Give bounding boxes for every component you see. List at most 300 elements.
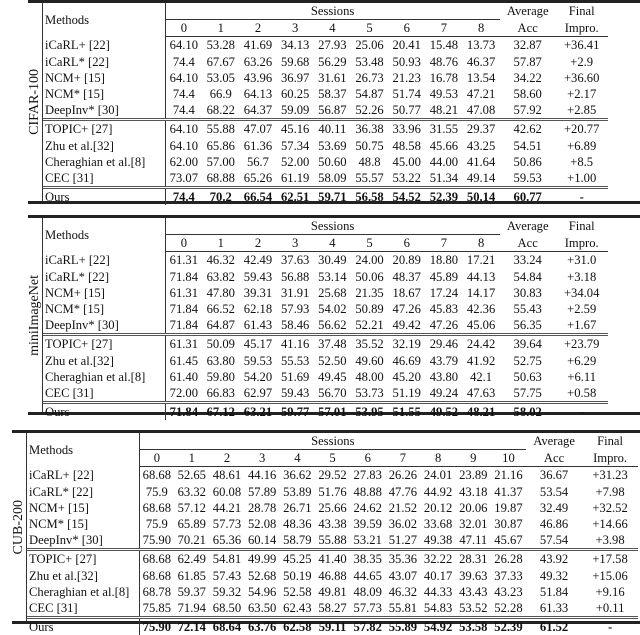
average-accuracy: 34.22 bbox=[513, 70, 542, 85]
final-improvement: +3.98 bbox=[595, 533, 625, 548]
session-accuracy: 47.11 bbox=[459, 533, 488, 548]
session-accuracy: 21.35 bbox=[355, 285, 384, 300]
session-accuracy: 43.18 bbox=[459, 484, 488, 499]
average-accuracy: 30.83 bbox=[513, 285, 542, 300]
final-subheader: Impro. bbox=[556, 20, 608, 37]
session-accuracy: 56.62 bbox=[318, 318, 347, 333]
session-accuracy: 45.00 bbox=[392, 154, 421, 169]
dataset-label bbox=[12, 433, 27, 621]
method-name: Ours bbox=[43, 403, 165, 421]
session-number: 2 bbox=[209, 450, 244, 467]
session-accuracy: 43.96 bbox=[243, 70, 273, 85]
table-row bbox=[43, 154, 608, 170]
session-number: 5 bbox=[351, 235, 388, 252]
dataset-label bbox=[28, 3, 43, 201]
session-accuracy: 48.37 bbox=[392, 269, 421, 284]
session-accuracy: 18.80 bbox=[429, 253, 459, 268]
method-name: iCaRL+ [22] bbox=[27, 467, 139, 484]
method-name: iCaRL+ [22] bbox=[43, 252, 165, 269]
session-accuracy: 61.31 bbox=[169, 285, 199, 300]
session-accuracy: 48.00 bbox=[355, 369, 384, 384]
average-accuracy: 61.33 bbox=[539, 600, 569, 615]
session-accuracy: 28.31 bbox=[456, 550, 491, 568]
methods-header: Methods bbox=[43, 3, 165, 37]
session-accuracy: 58.46 bbox=[280, 318, 310, 333]
average-accuracy: 57.87 bbox=[513, 54, 542, 69]
session-accuracy: 55.88 bbox=[202, 120, 239, 138]
method-name: DeepInv* [30] bbox=[27, 532, 139, 550]
session-number: 1 bbox=[202, 235, 239, 252]
session-accuracy: 43.79 bbox=[429, 353, 459, 368]
session-accuracy: 36.02 bbox=[388, 517, 418, 532]
session-accuracy: 74.4 bbox=[172, 87, 195, 102]
session-accuracy: 52.58 bbox=[283, 584, 312, 599]
session-accuracy: 45.06 bbox=[466, 318, 496, 333]
session-accuracy: 35.36 bbox=[385, 550, 420, 568]
average-accuracy: 58.60 bbox=[513, 87, 542, 102]
session-accuracy: 45.89 bbox=[429, 269, 459, 284]
session-accuracy: 61.36 bbox=[243, 138, 273, 153]
session-accuracy: 54.96 bbox=[247, 584, 277, 599]
method-name: iCaRL* [22] bbox=[43, 54, 165, 70]
session-accuracy: 53.69 bbox=[318, 138, 347, 153]
final-improvement: +17.58 bbox=[582, 550, 638, 568]
session-accuracy: 62.97 bbox=[243, 385, 273, 400]
final-improvement: +2.59 bbox=[567, 302, 597, 317]
session-accuracy: 51.74 bbox=[392, 87, 421, 102]
average-accuracy: 42.62 bbox=[500, 120, 556, 138]
session-accuracy: 51.27 bbox=[388, 533, 418, 548]
final-header: Final bbox=[568, 4, 595, 19]
dataset-name: CIFAR-100 bbox=[27, 69, 42, 135]
session-accuracy: 31.91 bbox=[280, 285, 310, 300]
session-accuracy: 26.71 bbox=[283, 500, 312, 515]
average-accuracy: 33.24 bbox=[513, 253, 542, 268]
dataset-name: CUB-200 bbox=[11, 499, 26, 555]
session-accuracy: 64.10 bbox=[169, 138, 199, 153]
session-accuracy: 75.9 bbox=[145, 484, 168, 499]
session-accuracy: 64.10 bbox=[169, 38, 199, 53]
session-accuracy: 24.00 bbox=[355, 253, 384, 268]
session-accuracy: 62.00 bbox=[169, 154, 199, 169]
session-accuracy: 57.43 bbox=[212, 568, 242, 583]
session-accuracy: 54.87 bbox=[355, 87, 384, 102]
session-accuracy: 67.12 bbox=[202, 403, 239, 421]
session-accuracy: 44.65 bbox=[353, 568, 382, 583]
session-accuracy: 48.61 bbox=[212, 468, 242, 483]
session-accuracy: 53.22 bbox=[392, 170, 421, 185]
session-accuracy: 13.73 bbox=[466, 38, 496, 53]
results-table bbox=[43, 3, 608, 205]
table-row bbox=[43, 269, 608, 285]
method-name: iCaRL* [22] bbox=[27, 484, 139, 500]
session-accuracy: 68.22 bbox=[206, 103, 235, 118]
session-accuracy: 14.17 bbox=[466, 285, 496, 300]
session-accuracy: 74.4 bbox=[165, 188, 202, 206]
session-accuracy: 50.77 bbox=[392, 103, 421, 118]
method-name: Cheraghian et al.[8] bbox=[43, 154, 165, 170]
session-accuracy: 17.24 bbox=[429, 285, 459, 300]
final-improvement: +15.06 bbox=[592, 568, 628, 583]
ours-row bbox=[43, 188, 608, 206]
session-accuracy: 62.49 bbox=[174, 550, 209, 568]
session-accuracy: 24.42 bbox=[463, 335, 500, 353]
average-accuracy: 57.92 bbox=[513, 103, 542, 118]
session-accuracy: 17.21 bbox=[466, 253, 496, 268]
session-accuracy: 32.22 bbox=[421, 550, 456, 568]
session-accuracy: 49.99 bbox=[245, 550, 280, 568]
session-accuracy: 57.73 bbox=[353, 600, 382, 615]
cub200-results-table bbox=[11, 430, 640, 635]
session-accuracy: 53.28 bbox=[206, 38, 235, 53]
average-header: Average bbox=[506, 4, 549, 19]
session-accuracy: 58.37 bbox=[318, 87, 347, 102]
session-accuracy: 48.09 bbox=[353, 584, 382, 599]
session-accuracy: 41.16 bbox=[277, 335, 314, 353]
average-header: Average bbox=[533, 434, 575, 449]
session-accuracy: 15.48 bbox=[429, 38, 459, 53]
session-accuracy: 59.71 bbox=[314, 188, 351, 206]
method-name: DeepInv* [30] bbox=[43, 317, 165, 335]
session-accuracy: 33.68 bbox=[423, 517, 453, 532]
miniimagenet-results-table bbox=[27, 215, 640, 420]
session-accuracy: 68.88 bbox=[206, 170, 235, 185]
average-subheader: Acc bbox=[500, 235, 556, 252]
session-accuracy: 20.06 bbox=[459, 500, 488, 515]
final-improvement: +7.98 bbox=[595, 484, 625, 499]
final-improvement: +6.89 bbox=[567, 138, 597, 153]
average-accuracy: 53.54 bbox=[539, 484, 569, 499]
session-accuracy: 52.39 bbox=[425, 188, 462, 206]
session-number: 9 bbox=[456, 450, 491, 467]
session-accuracy: 72.00 bbox=[169, 385, 199, 400]
session-accuracy: 33.96 bbox=[388, 120, 425, 138]
session-accuracy: 59.80 bbox=[206, 369, 235, 384]
method-name: NCM* [15] bbox=[43, 86, 165, 102]
session-accuracy: 64.10 bbox=[169, 70, 199, 85]
session-accuracy: 39.31 bbox=[243, 285, 273, 300]
session-accuracy: 59.53 bbox=[243, 353, 273, 368]
final-header: Final bbox=[597, 434, 623, 449]
average-accuracy: 32.49 bbox=[539, 500, 569, 515]
method-name: Zhu et al.[32] bbox=[43, 138, 165, 154]
session-accuracy: 18.67 bbox=[392, 285, 421, 300]
session-accuracy: 68.68 bbox=[139, 550, 174, 568]
results-table bbox=[43, 218, 608, 420]
session-accuracy: 51.69 bbox=[280, 369, 310, 384]
final-improvement: +32.52 bbox=[592, 500, 628, 515]
session-accuracy: 66.9 bbox=[209, 87, 232, 102]
session-accuracy: 47.76 bbox=[388, 484, 418, 499]
session-number: 7 bbox=[425, 20, 462, 37]
session-accuracy: 47.07 bbox=[239, 120, 276, 138]
sessions-header: Sessions bbox=[165, 218, 500, 235]
final-improvement: +1.67 bbox=[567, 318, 597, 333]
table-row bbox=[43, 317, 608, 335]
session-accuracy: 47.21 bbox=[466, 87, 496, 102]
session-number: 2 bbox=[239, 20, 276, 37]
session-accuracy: 16.78 bbox=[429, 70, 459, 85]
session-accuracy: 68.64 bbox=[209, 618, 244, 635]
average-accuracy: 36.67 bbox=[539, 468, 569, 483]
session-number: 2 bbox=[239, 235, 276, 252]
session-accuracy: 51.19 bbox=[392, 385, 421, 400]
table-row bbox=[27, 484, 638, 500]
session-accuracy: 39.63 bbox=[459, 568, 488, 583]
session-accuracy: 27.83 bbox=[353, 468, 382, 483]
session-accuracy: 68.50 bbox=[212, 600, 242, 615]
table-row bbox=[43, 301, 608, 317]
session-accuracy: 54.20 bbox=[243, 369, 273, 384]
session-accuracy: 55.57 bbox=[355, 170, 384, 185]
table-row bbox=[43, 54, 608, 70]
session-accuracy: 52.26 bbox=[355, 103, 384, 118]
method-name: DeepInv* [30] bbox=[43, 102, 165, 120]
method-name: Cheraghian et al.[8] bbox=[27, 584, 139, 600]
session-accuracy: 63.26 bbox=[243, 54, 273, 69]
session-accuracy: 66.83 bbox=[206, 385, 235, 400]
session-accuracy: 52.21 bbox=[355, 318, 384, 333]
session-accuracy: 53.73 bbox=[355, 385, 384, 400]
session-accuracy: 43.25 bbox=[466, 138, 496, 153]
table-row bbox=[43, 37, 608, 54]
table-row bbox=[27, 516, 638, 532]
session-accuracy: 52.08 bbox=[247, 517, 277, 532]
session-accuracy: 63.76 bbox=[245, 618, 280, 635]
session-accuracy: 32.19 bbox=[388, 335, 425, 353]
session-accuracy: 52.50 bbox=[318, 353, 347, 368]
method-name: TOPIC+ [27] bbox=[43, 120, 165, 138]
session-accuracy: 42.1 bbox=[470, 369, 493, 384]
session-accuracy: 74.4 bbox=[172, 103, 195, 118]
session-accuracy: 48.8 bbox=[358, 154, 381, 169]
session-accuracy: 31.55 bbox=[425, 120, 462, 138]
header-row bbox=[27, 433, 638, 450]
session-number: 8 bbox=[463, 235, 500, 252]
session-accuracy: 65.86 bbox=[206, 138, 235, 153]
session-accuracy: 75.90 bbox=[139, 618, 174, 635]
session-accuracy: 54.02 bbox=[318, 302, 347, 317]
session-accuracy: 40.11 bbox=[314, 120, 351, 138]
final-subheader: Impro. bbox=[582, 450, 638, 467]
session-accuracy: 20.89 bbox=[392, 253, 421, 268]
session-accuracy: 29.52 bbox=[318, 468, 347, 483]
session-accuracy: 47.26 bbox=[392, 302, 421, 317]
final-improvement: +3.18 bbox=[567, 269, 597, 284]
session-accuracy: 50.19 bbox=[283, 568, 312, 583]
session-accuracy: 43.80 bbox=[429, 369, 459, 384]
session-accuracy: 45.25 bbox=[280, 550, 315, 568]
session-accuracy: 56.70 bbox=[318, 385, 347, 400]
average-accuracy: 43.92 bbox=[526, 550, 582, 568]
session-accuracy: 62.18 bbox=[243, 302, 273, 317]
session-accuracy: 55.81 bbox=[388, 600, 418, 615]
session-number: 5 bbox=[315, 450, 350, 467]
final-header: Final bbox=[568, 219, 595, 234]
session-accuracy: 46.37 bbox=[466, 54, 496, 69]
method-name: CEC [31] bbox=[27, 600, 139, 618]
session-accuracy: 44.16 bbox=[247, 468, 277, 483]
session-accuracy: 38.35 bbox=[350, 550, 385, 568]
session-accuracy: 21.52 bbox=[388, 500, 418, 515]
table-row bbox=[43, 369, 608, 385]
final-improvement: - bbox=[582, 618, 638, 635]
average-header: Average bbox=[506, 219, 549, 234]
table-row bbox=[43, 353, 608, 369]
session-accuracy: 20.12 bbox=[423, 500, 453, 515]
session-number: 7 bbox=[425, 235, 462, 252]
session-accuracy: 45.66 bbox=[429, 138, 459, 153]
session-accuracy: 65.36 bbox=[212, 533, 242, 548]
session-accuracy: 52.68 bbox=[247, 568, 277, 583]
session-accuracy: 57.93 bbox=[280, 302, 310, 317]
session-accuracy: 59.11 bbox=[315, 618, 350, 635]
session-accuracy: 46.32 bbox=[206, 253, 235, 268]
session-accuracy: 57.00 bbox=[206, 154, 235, 169]
dataset-label bbox=[28, 218, 43, 412]
session-accuracy: 48.21 bbox=[429, 103, 459, 118]
session-accuracy: 30.87 bbox=[494, 517, 523, 532]
average-accuracy: 52.75 bbox=[513, 353, 542, 368]
final-improvement: +2.85 bbox=[567, 103, 597, 118]
session-accuracy: 68.68 bbox=[142, 500, 172, 515]
results-table bbox=[27, 433, 638, 635]
cifar100-results-table bbox=[28, 0, 640, 204]
method-name: NCM* [15] bbox=[43, 301, 165, 317]
session-accuracy: 62.51 bbox=[277, 188, 314, 206]
session-accuracy: 50.09 bbox=[202, 335, 239, 353]
session-accuracy: 52.39 bbox=[491, 618, 526, 635]
session-accuracy: 48.58 bbox=[392, 138, 421, 153]
session-accuracy: 47.26 bbox=[429, 318, 459, 333]
session-accuracy: 60.25 bbox=[280, 87, 310, 102]
session-accuracy: 31.61 bbox=[318, 70, 347, 85]
session-accuracy: 50.14 bbox=[463, 188, 500, 206]
session-accuracy: 47.08 bbox=[466, 103, 496, 118]
session-accuracy: 23.89 bbox=[459, 468, 488, 483]
session-number: 7 bbox=[385, 450, 420, 467]
session-accuracy: 67.67 bbox=[206, 54, 235, 69]
session-accuracy: 57.34 bbox=[280, 138, 310, 153]
session-accuracy: 48.76 bbox=[429, 54, 459, 69]
session-accuracy: 66.54 bbox=[239, 188, 276, 206]
dataset-name: miniImageNet bbox=[27, 274, 42, 356]
average-accuracy: 46.86 bbox=[539, 517, 569, 532]
table-row bbox=[43, 138, 608, 154]
table-row bbox=[43, 385, 608, 403]
average-accuracy: 32.87 bbox=[513, 38, 542, 53]
session-accuracy: 49.81 bbox=[318, 584, 347, 599]
session-accuracy: 64.10 bbox=[165, 120, 202, 138]
session-accuracy: 46.32 bbox=[388, 584, 418, 599]
session-accuracy: 53.05 bbox=[206, 70, 235, 85]
method-name: CEC [31] bbox=[43, 385, 165, 403]
session-number: 3 bbox=[245, 450, 280, 467]
session-accuracy: 55.53 bbox=[280, 353, 310, 368]
header-row bbox=[43, 3, 608, 20]
session-accuracy: 25.66 bbox=[318, 500, 347, 515]
session-accuracy: 68.78 bbox=[142, 584, 172, 599]
session-accuracy: 51.76 bbox=[318, 484, 347, 499]
method-name: NCM+ [15] bbox=[43, 285, 165, 301]
final-improvement: +31.0 bbox=[567, 253, 597, 268]
session-accuracy: 50.93 bbox=[392, 54, 421, 69]
session-accuracy: 45.17 bbox=[239, 335, 276, 353]
session-accuracy: 34.13 bbox=[280, 38, 310, 53]
methods-header: Methods bbox=[43, 218, 165, 252]
ours-row bbox=[43, 403, 608, 421]
session-number: 3 bbox=[277, 235, 314, 252]
session-accuracy: 25.06 bbox=[355, 38, 384, 53]
session-accuracy: 54.92 bbox=[421, 618, 456, 635]
session-accuracy: 29.46 bbox=[425, 335, 462, 353]
method-name: Cheraghian et al.[8] bbox=[43, 369, 165, 385]
session-accuracy: 59.43 bbox=[243, 269, 273, 284]
session-accuracy: 71.84 bbox=[169, 302, 199, 317]
table-row bbox=[43, 102, 608, 120]
ours-row bbox=[27, 618, 638, 635]
session-accuracy: 61.19 bbox=[280, 170, 310, 185]
session-accuracy: 64.87 bbox=[206, 318, 235, 333]
session-accuracy: 63.82 bbox=[206, 269, 235, 284]
table-row bbox=[43, 252, 608, 269]
session-accuracy: 63.50 bbox=[247, 600, 277, 615]
table-row bbox=[27, 500, 638, 516]
average-accuracy: 59.53 bbox=[513, 170, 542, 185]
session-accuracy: 53.58 bbox=[456, 618, 491, 635]
session-accuracy: 29.37 bbox=[463, 120, 500, 138]
session-accuracy: 46.88 bbox=[318, 568, 347, 583]
session-accuracy: 46.69 bbox=[392, 353, 421, 368]
session-accuracy: 70.21 bbox=[177, 533, 206, 548]
session-accuracy: 53.95 bbox=[351, 403, 388, 421]
session-accuracy: 68.68 bbox=[142, 468, 172, 483]
session-accuracy: 50.60 bbox=[318, 154, 347, 169]
session-accuracy: 48.36 bbox=[283, 517, 312, 532]
method-name: iCaRL+ [22] bbox=[43, 37, 165, 54]
session-accuracy: 71.94 bbox=[177, 600, 206, 615]
session-accuracy: 61.85 bbox=[177, 568, 206, 583]
session-accuracy: 36.97 bbox=[280, 70, 310, 85]
sessions-header: Sessions bbox=[139, 433, 526, 450]
session-accuracy: 57.01 bbox=[314, 403, 351, 421]
session-accuracy: 26.26 bbox=[388, 468, 418, 483]
table-row bbox=[27, 600, 638, 618]
session-accuracy: 59.43 bbox=[280, 385, 310, 400]
session-accuracy: 53.48 bbox=[355, 54, 384, 69]
session-number: 0 bbox=[139, 450, 174, 467]
session-accuracy: 41.69 bbox=[243, 38, 273, 53]
session-accuracy: 41.40 bbox=[315, 550, 350, 568]
session-number: 8 bbox=[463, 20, 500, 37]
session-accuracy: 66.52 bbox=[206, 302, 235, 317]
session-accuracy: 47.63 bbox=[466, 385, 496, 400]
session-accuracy: 75.90 bbox=[142, 533, 172, 548]
session-accuracy: 56.29 bbox=[318, 54, 347, 69]
session-accuracy: 52.65 bbox=[177, 468, 206, 483]
method-name: TOPIC+ [27] bbox=[43, 335, 165, 353]
session-number: 0 bbox=[165, 235, 202, 252]
session-accuracy: 30.49 bbox=[318, 253, 347, 268]
session-accuracy: 73.07 bbox=[169, 170, 199, 185]
session-accuracy: 21.23 bbox=[392, 70, 421, 85]
session-number: 1 bbox=[174, 450, 209, 467]
final-subheader: Impro. bbox=[556, 235, 608, 252]
session-accuracy: 39.59 bbox=[353, 517, 382, 532]
session-accuracy: 53.14 bbox=[318, 269, 347, 284]
table-row bbox=[27, 568, 638, 584]
session-accuracy: 36.38 bbox=[351, 120, 388, 138]
